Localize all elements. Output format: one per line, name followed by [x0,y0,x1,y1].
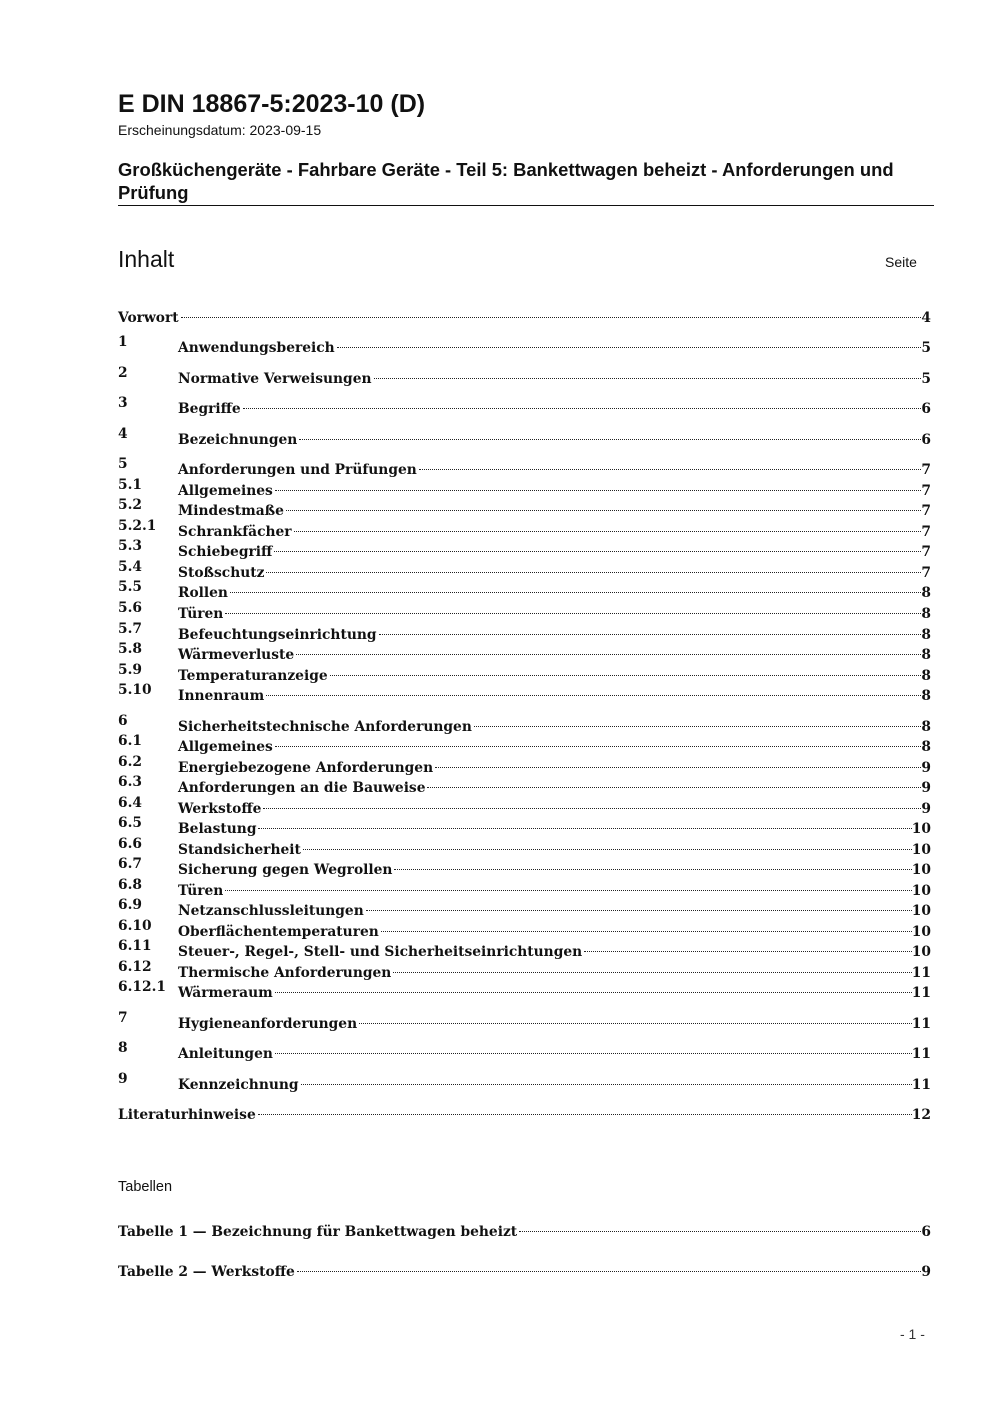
table-entry-page: 9 [921,1264,931,1280]
toc-entry-page: 7 [921,483,931,499]
toc-dot-leader [379,916,912,936]
toc-dot-leader [433,752,921,772]
toc-entry-number: 5.7 [118,621,143,637]
table-entry-page: 6 [921,1224,931,1240]
toc-entry-page: 8 [921,688,931,704]
toc-entry-title: Hygieneanforderungen [178,1016,358,1032]
toc-entry-title: Vorwort [118,310,179,326]
toc-entry-title: Bezeichnungen [178,432,298,448]
toc-entry-5-10[interactable] [118,680,931,704]
table-entry-1[interactable] [118,1216,931,1240]
toc-entry-6-1[interactable] [118,731,931,755]
toc-entry-number: 6 [118,713,128,729]
toc-entry-number: 7 [118,1010,128,1026]
toc-entry-5-9[interactable] [118,660,931,684]
toc-entry-page: 10 [911,842,931,858]
toc-entry-title: Steuer-, Regel-, Stell- und Sicherheitseinrichtungen [178,944,583,960]
toc-entry-5-3[interactable] [118,536,931,560]
toc-entry-page: 6 [921,432,931,448]
toc-entry-number: 6.10 [118,918,152,934]
toc-entry-6-9[interactable] [118,895,931,919]
page-column-label: Seite [885,254,917,270]
toc-entry-number: 5.4 [118,559,143,575]
toc-dot-leader [582,936,912,956]
toc-entry-6-8[interactable] [118,875,931,899]
toc-entry-page: 6 [921,401,931,417]
toc-entry-number: 5.9 [118,662,143,678]
toc-entry-number: 9 [118,1071,128,1087]
toc-entry-title: Schiebegriff [178,544,273,560]
toc-entry-number: 6.3 [118,774,143,790]
toc-dot-leader [297,424,921,444]
toc-entry-title: Standsicherheit [178,842,301,858]
toc-dot-leader [377,619,922,639]
toc-entry-5-8[interactable] [118,639,931,663]
publication-date: Erscheinungsdatum: 2023-09-15 [118,122,322,138]
toc-entry-page: 7 [921,462,931,478]
toc-entry-page: 8 [921,719,931,735]
toc-entry-title: Allgemeines [178,483,273,499]
toc-entry-number: 6.12.1 [118,979,167,995]
toc-dot-leader [179,302,922,322]
toc-dot-leader [228,577,921,597]
toc-dot-leader [301,834,912,854]
toc-entry-page: 10 [911,821,931,837]
toc-entry-6-10[interactable] [118,916,931,940]
toc-entry-6-12[interactable] [118,957,931,981]
toc-entry-number: 4 [118,426,128,442]
toc-entry-title: Innenraum [178,688,265,704]
toc-entry-4[interactable] [118,424,931,448]
toc-entry-title: Anforderungen und Prüfungen [178,462,417,478]
toc-entry-number: 5.10 [118,682,152,698]
toc-entry-number: 6.1 [118,733,143,749]
tables-heading: Tabellen [118,1179,173,1195]
toc-entry-5-7[interactable] [118,619,931,643]
toc-dot-leader [273,475,922,495]
toc-entry-6-5[interactable] [118,813,931,837]
toc-entry-title: Begriffe [178,401,241,417]
toc-entry-8[interactable] [118,1038,931,1062]
toc-entry-page: 5 [921,340,931,356]
toc-dot-leader [335,332,922,352]
toc-entry-page: 9 [921,801,931,817]
toc-entry-number: 8 [118,1040,128,1056]
toc-entry-6-4[interactable] [118,793,931,817]
toc-dot-leader [241,393,922,413]
toc-entry-title: Anwendungsbereich [178,340,335,356]
toc-entry-7[interactable] [118,1008,931,1032]
toc-dot-leader [223,598,921,618]
toc-dot-leader [273,1038,912,1058]
toc-entry-preface[interactable] [118,302,931,326]
toc-entry-page: 11 [911,965,931,981]
toc-entry-number: 6.6 [118,836,143,852]
toc-dot-leader [328,660,922,680]
toc-dot-leader [256,1099,912,1119]
toc-entry-title: Sicherheitstechnische Anforderungen [178,719,472,735]
toc-entry-page: 8 [921,627,931,643]
table-entry-title: Tabelle 1 — Bezeichnung für Bankettwagen beheizt [118,1224,518,1240]
document-title: Großküchengeräte - Fahrbare Geräte - Teil 5: Bankettwagen beheizt - Anforderungen und Prüfung [118,159,894,203]
toc-dot-leader [357,1008,912,1028]
toc-entry-title: Temperaturanzeige [178,668,328,684]
toc-entry-number: 5.5 [118,579,143,595]
toc-entry-title: Schrankfächer [178,524,292,540]
toc-entry-6-7[interactable] [118,854,931,878]
toc-entry-number: 1 [118,334,128,350]
toc-dot-leader [295,1256,922,1276]
toc-entry-number: 5.8 [118,641,143,657]
toc-entry-page: 11 [911,1046,931,1062]
document-id: E DIN 18867-5:2023-10 (D) [118,90,426,118]
toc-entry-number: 5 [118,456,128,472]
page-number: - 1 - [900,1326,925,1342]
toc-entry-6-12-1[interactable] [118,977,931,1001]
toc-entry-number: 6.5 [118,815,143,831]
toc-entry-title: Kennzeichnung [178,1077,299,1093]
toc-entry-title: Befeuchtungseinrichtung [178,627,377,643]
toc-entry-title: Netzanschlussleitungen [178,903,364,919]
toc-dot-leader [264,680,921,700]
toc-entry-2[interactable] [118,363,931,387]
toc-entry-title: Rollen [178,585,228,601]
toc-entry-page: 7 [921,565,931,581]
toc-entry-number: 5.1 [118,477,143,493]
toc-entry-number: 6.8 [118,877,143,893]
toc-entry-page: 10 [911,903,931,919]
toc-entry-title: Energiebezogene Anforderungen [178,760,434,776]
toc-entry-page: 8 [921,585,931,601]
toc-entry-title: Belastung [178,821,257,837]
toc-dot-leader [294,639,921,659]
toc-entry-6-2[interactable] [118,752,931,776]
toc-dot-leader [256,813,911,833]
toc-entry-number: 6.7 [118,856,143,872]
toc-entry-page: 7 [921,524,931,540]
toc-dot-leader [264,557,921,577]
toc-dot-leader [292,516,922,536]
title-divider [118,205,934,206]
toc-entry-3[interactable] [118,393,931,417]
toc-entry-page: 7 [921,544,931,560]
toc-entry-page: 10 [911,862,931,878]
toc-dot-leader [417,454,922,474]
toc-entry-number: 5.3 [118,538,143,554]
toc-entry-number: 5.2.1 [118,518,157,534]
toc-dot-leader [261,793,921,813]
toc-entry-5-2[interactable] [118,495,931,519]
toc-entry-title: Türen [178,606,224,622]
toc-entry-number: 2 [118,365,128,381]
toc-dot-leader [272,536,921,556]
table-entry-2[interactable] [118,1256,931,1280]
toc-entry-number: 5.6 [118,600,143,616]
toc-entry-page: 7 [921,503,931,519]
toc-dot-leader [391,957,911,977]
toc-entry-5-1[interactable] [118,475,931,499]
toc-entry-number: 6.12 [118,959,152,975]
toc-entry-6-3[interactable] [118,772,931,796]
toc-dot-leader [273,731,922,751]
toc-entry-title: Anforderungen an die Bauweise [178,780,426,796]
toc-entry-5-5[interactable] [118,577,931,601]
toc-entry-title: Oberflächentemperaturen [178,924,379,940]
toc-entry-title: Wärmeraum [178,985,273,1001]
toc-entry-9[interactable] [118,1069,931,1093]
toc-entry-title: Stoßschutz [178,565,265,581]
toc-entry-6[interactable] [118,711,931,735]
toc-entry-page: 9 [921,780,931,796]
toc-dot-leader [372,363,922,383]
toc-entry-title: Werkstoffe [178,801,262,817]
toc-entry-page: 10 [911,883,931,899]
toc-dot-leader [425,772,921,792]
toc-entry-title: Wärmeverluste [178,647,295,663]
toc-entry-page: 10 [911,924,931,940]
toc-entry-6-6[interactable] [118,834,931,858]
toc-dot-leader [392,854,911,874]
toc-entry-bibliography[interactable] [118,1099,931,1123]
toc-entry-page: 8 [921,739,931,755]
toc-entry-page: 12 [911,1107,931,1123]
toc-entry-page: 4 [921,310,931,326]
toc-dot-leader [223,875,911,895]
toc-entry-1[interactable] [118,332,931,356]
toc-entry-title: Normative Verweisungen [178,371,372,387]
toc-entry-number: 6.11 [118,938,152,954]
toc-entry-title: Literaturhinweise [118,1107,256,1123]
toc-entry-page: 10 [911,944,931,960]
toc-dot-leader [284,495,921,515]
toc-entry-number: 5.2 [118,497,143,513]
toc-entry-number: 3 [118,395,128,411]
toc-entry-number: 6.9 [118,897,143,913]
toc-entry-5-2-1[interactable] [118,516,931,540]
toc-entry-5-4[interactable] [118,557,931,581]
toc-dot-leader [472,711,922,731]
toc-entry-number: 6.2 [118,754,143,770]
table-entry-title: Tabelle 2 — Werkstoffe [118,1264,295,1280]
toc-dot-leader [364,895,912,915]
toc-entry-page: 11 [911,1016,931,1032]
toc-entry-page: 9 [921,760,931,776]
toc-entry-title: Türen [178,883,224,899]
toc-entry-number: 6.4 [118,795,143,811]
toc-dot-leader [517,1216,921,1236]
toc-entry-page: 11 [911,1077,931,1093]
toc-entry-title: Allgemeines [178,739,273,755]
toc-entry-title: Thermische Anforderungen [178,965,392,981]
toc-dot-leader [273,977,912,997]
toc-entry-page: 8 [921,668,931,684]
toc-entry-title: Mindestmaße [178,503,284,519]
toc-heading: Inhalt [118,246,175,272]
toc-entry-page: 8 [921,647,931,663]
toc-entry-page: 11 [911,985,931,1001]
toc-entry-title: Anleitungen [178,1046,273,1062]
toc-entry-5[interactable] [118,454,931,478]
toc-entry-5-6[interactable] [118,598,931,622]
toc-entry-title: Sicherung gegen Wegrollen [178,862,393,878]
toc-entry-6-11[interactable] [118,936,931,960]
toc-dot-leader [299,1069,912,1089]
toc-entry-page: 5 [921,371,931,387]
toc-entry-page: 8 [921,606,931,622]
